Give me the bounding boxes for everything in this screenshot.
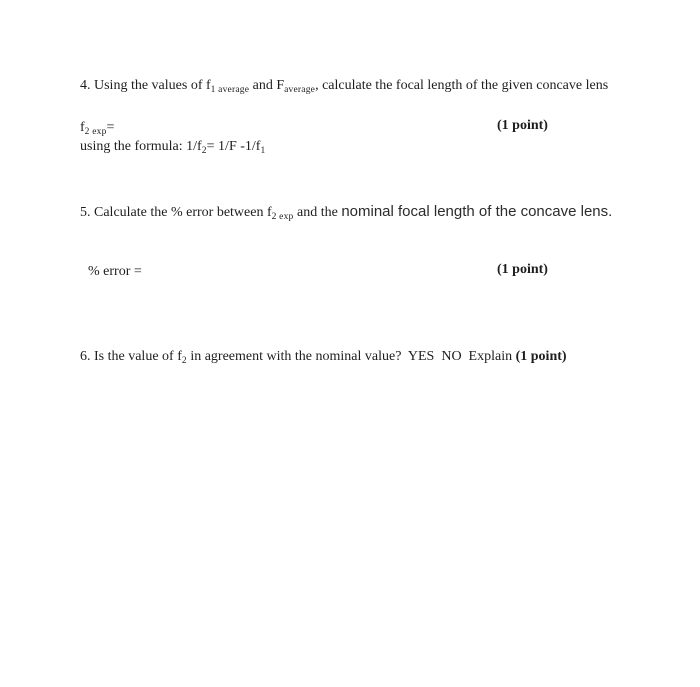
question-4-line-2 <box>80 137 620 158</box>
equals-sign: = <box>106 120 115 135</box>
question-5-text: and the <box>293 205 342 220</box>
question-5-text: 5. Calculate the % error between f <box>80 205 272 220</box>
question-4 <box>80 36 620 198</box>
question-4-formula: = 1/F -1/f <box>206 139 261 154</box>
question-6-text: 6. Is the value of f <box>80 349 182 364</box>
question-5 <box>80 202 640 224</box>
question-4-text: , calculate the focal length of the given concave lens <box>315 78 609 93</box>
subscript-f1-average: 1 average <box>210 85 250 95</box>
question-6-points-badge: (1 point) <box>515 349 567 364</box>
subscript-F-average: average <box>284 85 316 95</box>
question-4-line-1 <box>80 76 620 97</box>
question-4-formula: using the formula: 1/f <box>80 139 202 154</box>
question-5-points-badge: (1 point) <box>497 262 548 277</box>
f2exp-label: f <box>80 120 85 135</box>
subscript-2: 2 <box>201 146 207 156</box>
answer-5-label: % error = <box>88 264 142 279</box>
question-6 <box>80 347 640 368</box>
subscript-1: 1 <box>260 146 266 156</box>
subscript-2-exp: 2 exp <box>84 127 107 137</box>
question-4-text: 4. Using the values of f <box>80 78 211 93</box>
question-6-text: in agreement with the nominal value? YES NO Explain <box>186 349 516 364</box>
subscript-2: 2 <box>181 356 187 366</box>
question-4-text: and F <box>249 78 285 93</box>
subscript-2-exp: 2 exp <box>271 212 294 222</box>
question-5-text-sans: nominal focal length of the concave lens. <box>341 203 613 220</box>
question-4-points-badge: (1 point) <box>497 118 548 133</box>
answer-4-label <box>80 118 114 139</box>
